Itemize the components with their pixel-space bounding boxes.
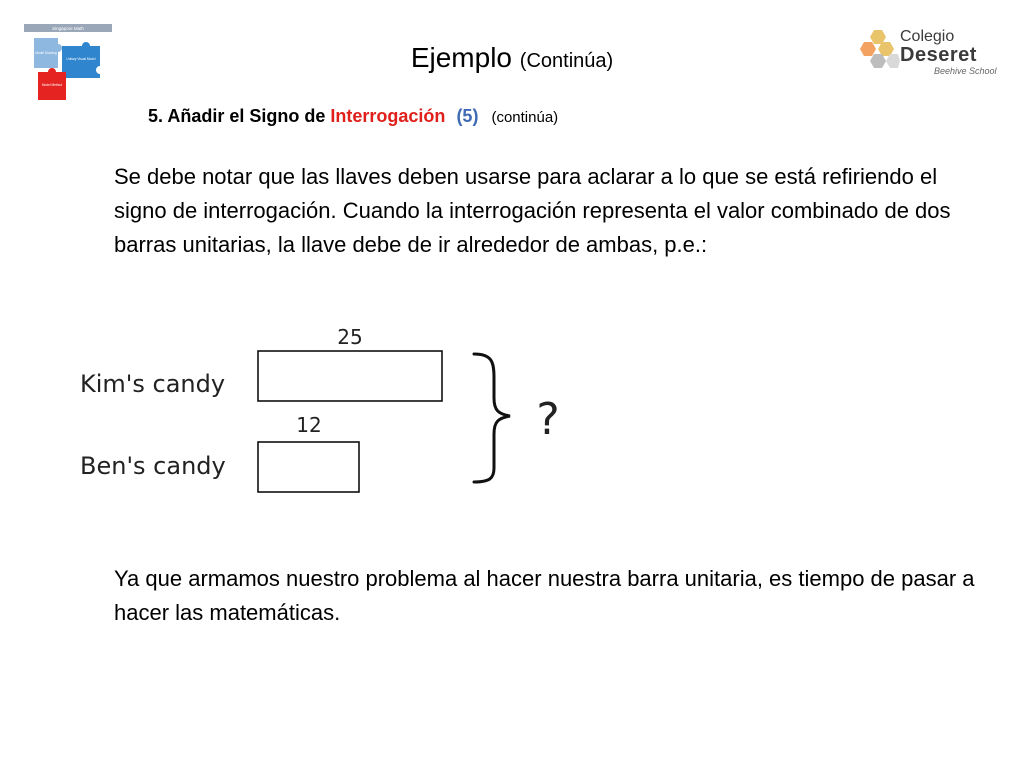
ben-bar-value: 12 bbox=[296, 413, 322, 437]
paragraph-explanation: Se debe notar que las llaves deben usarse para aclarar a lo que se está refiriendo el signo de interrogación. Cuando la interrogación representa el valor combinado de dos barras unitarias, la llave debe de ir alrededor de ambas, p.e.: bbox=[114, 164, 951, 257]
ben-bar bbox=[258, 442, 359, 492]
curly-brace bbox=[474, 354, 510, 482]
ben-label: Ben's candy bbox=[80, 452, 226, 480]
paragraph-conclusion: Ya que armamos nuestro problema al hacer nuestra barra unitaria, es tiempo de pasar a hacer las matemáticas. bbox=[114, 566, 975, 625]
title-main: Ejemplo bbox=[410, 42, 512, 73]
kim-label: Kim's candy bbox=[80, 370, 226, 398]
puzzle-piece-text-3: Model Method bbox=[41, 83, 63, 87]
subtitle-text: Añadir el Signo de bbox=[167, 106, 326, 126]
school-name-line1: Colegio bbox=[900, 28, 955, 45]
school-tagline: Beehive School bbox=[934, 66, 997, 76]
kim-bar bbox=[258, 351, 442, 401]
subtitle-highlight: Interrogación bbox=[330, 106, 446, 126]
section-subtitle bbox=[148, 106, 558, 127]
puzzle-piece-text-2: Unitary Visual Model bbox=[66, 57, 96, 61]
kim-bar-value: 25 bbox=[337, 325, 363, 349]
question-mark: ? bbox=[536, 394, 560, 445]
title-sub: (Continúa) bbox=[519, 50, 614, 72]
puzzle-piece-text-1: Model Drawing bbox=[35, 51, 57, 55]
puzzle-header-text: Singapore Math bbox=[52, 26, 84, 31]
subtitle-count: (5) bbox=[456, 106, 479, 126]
bar-model-diagram bbox=[70, 318, 590, 508]
subtitle-note: (continúa) bbox=[491, 109, 559, 126]
subtitle-number: 5. bbox=[148, 106, 164, 126]
page-title bbox=[0, 42, 1024, 74]
school-name-line2: Deseret bbox=[900, 44, 977, 66]
